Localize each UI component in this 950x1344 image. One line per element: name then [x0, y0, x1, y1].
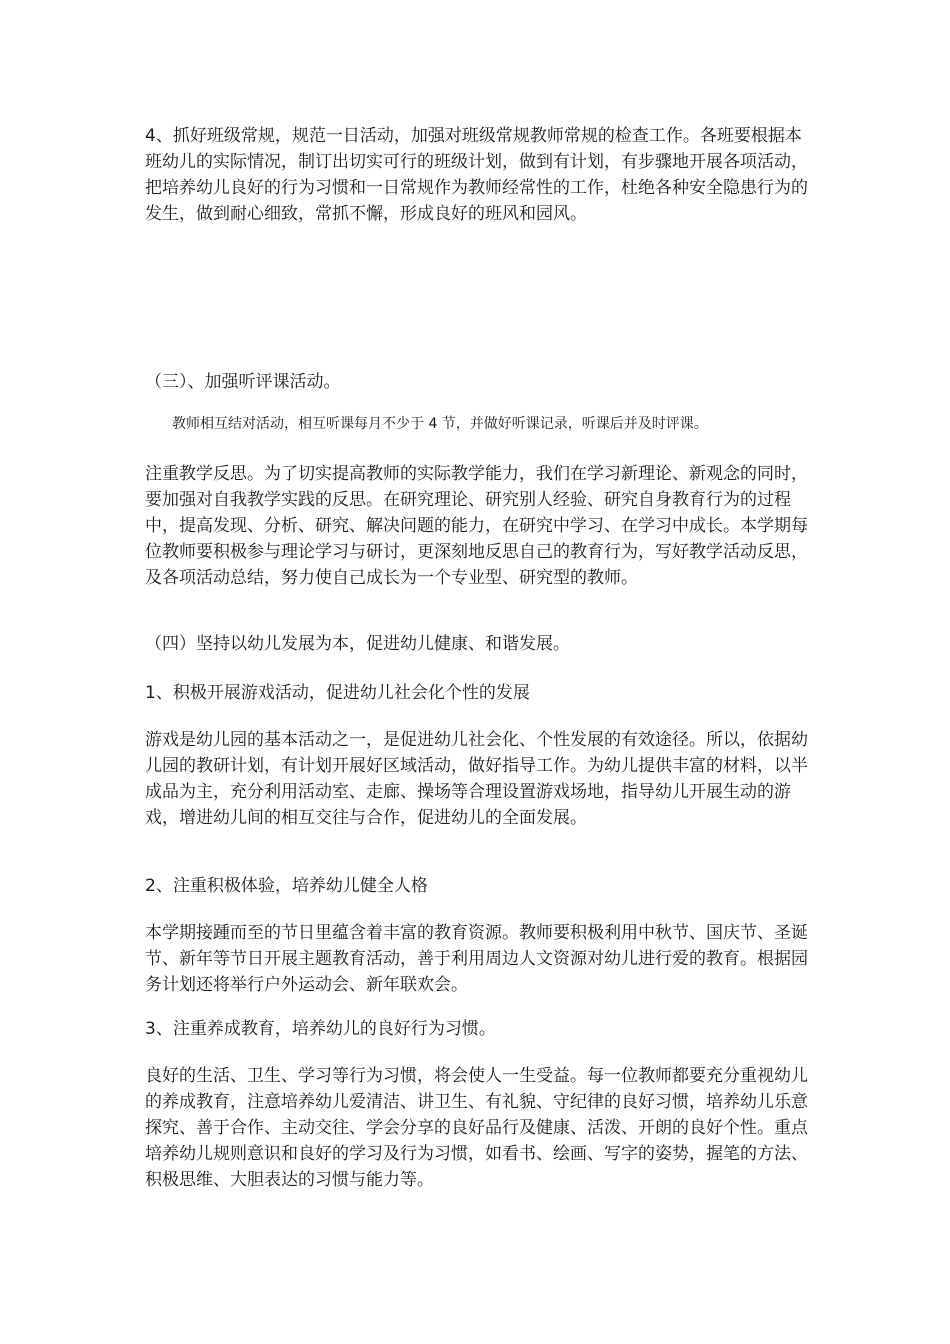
subheading-habit-formation: 3、注重养成教育，培养幼儿的良好行为习惯。: [145, 1019, 496, 1039]
section-heading-four: （四）坚持以幼儿发展为本，促进幼儿健康、和谐发展。: [145, 634, 570, 654]
paragraph-class-routine: 4、抓好班级常规，规范一日活动，加强对班级常规教师常规的检查工作。各班要根据本班幼儿的实际情况，制订出切实可行的班级计划，做到有计划，有步骤地开展各项活动，把培养幼儿良好的行为习惯和一日常规作为教师经常性的工作，杜绝各种安全隐患行为的发生，做到耐心细致，常抓不懈，形成良好的班风和园风。: [145, 126, 808, 224]
section-heading-three: （三）、加强听评课活动。: [145, 372, 341, 392]
paragraph-game-activities: 游戏是幼儿园的基本活动之一，是促进幼儿社会化、个性发展的有效途径。所以，依据幼儿园的教研计划，有计划开展好区域活动，做好指导工作。为幼儿提供丰富的材料，以半成品为主，充分利用活动室、走廊、操场等合理设置游戏场地，指导幼儿开展生动的游戏，增进幼儿间的相互交往与合作，促进幼儿的全面发展。: [145, 730, 808, 828]
subheading-positive-experience: 2、注重积极体验，培养幼儿健全人格: [145, 876, 428, 896]
paragraph-peer-observation: 教师相互结对活动，相互听课每月不少于 4 节，并做好听课记录，听课后并及时评课。: [172, 416, 708, 432]
paragraph-festival-education: 本学期接踵而至的节日里蕴含着丰富的教育资源。教师要积极利用中秋节、国庆节、圣诞节、新年等节日开展主题教育活动，善于利用周边人文资源对幼儿进行爱的教育。根据园务计划还将举行户外运动会、新年联欢会。: [145, 923, 808, 995]
paragraph-habit-formation: 良好的生活、卫生、学习等行为习惯，将会使人一生受益。每一位教师都要充分重视幼儿的养成教育，注意培养幼儿爱清洁、讲卫生、有礼貌、守纪律的良好习惯，培养幼儿乐意探究、善于合作、主动交往、学会分享的良好品行及健康、活泼、开朗的良好个性。重点培养幼儿规则意识和良好的学习及行为习惯，如看书、绘画、写字的姿势，握笔的方法、积极思维、大胆表达的习惯与能力等。: [145, 1066, 808, 1190]
paragraph-teaching-reflection: 注重教学反思。为了切实提高教师的实际教学能力，我们在学习新理论、新观念的同时，要加强对自我教学实践的反思。在研究理论、研究别人经验、研究自身教育行为的过程中，提高发现、分析、研究、解决问题的能力，在研究中学习、在学习中成长。本学期每位教师要积极参与理论学习与研讨，更深刻地反思自己的教育行为，写好教学活动反思，及各项活动总结，努力使自己成长为一个专业型、研究型的教师。: [145, 464, 808, 588]
subheading-game-activities: 1、积极开展游戏活动，促进幼儿社会化个性的发展: [145, 683, 530, 703]
